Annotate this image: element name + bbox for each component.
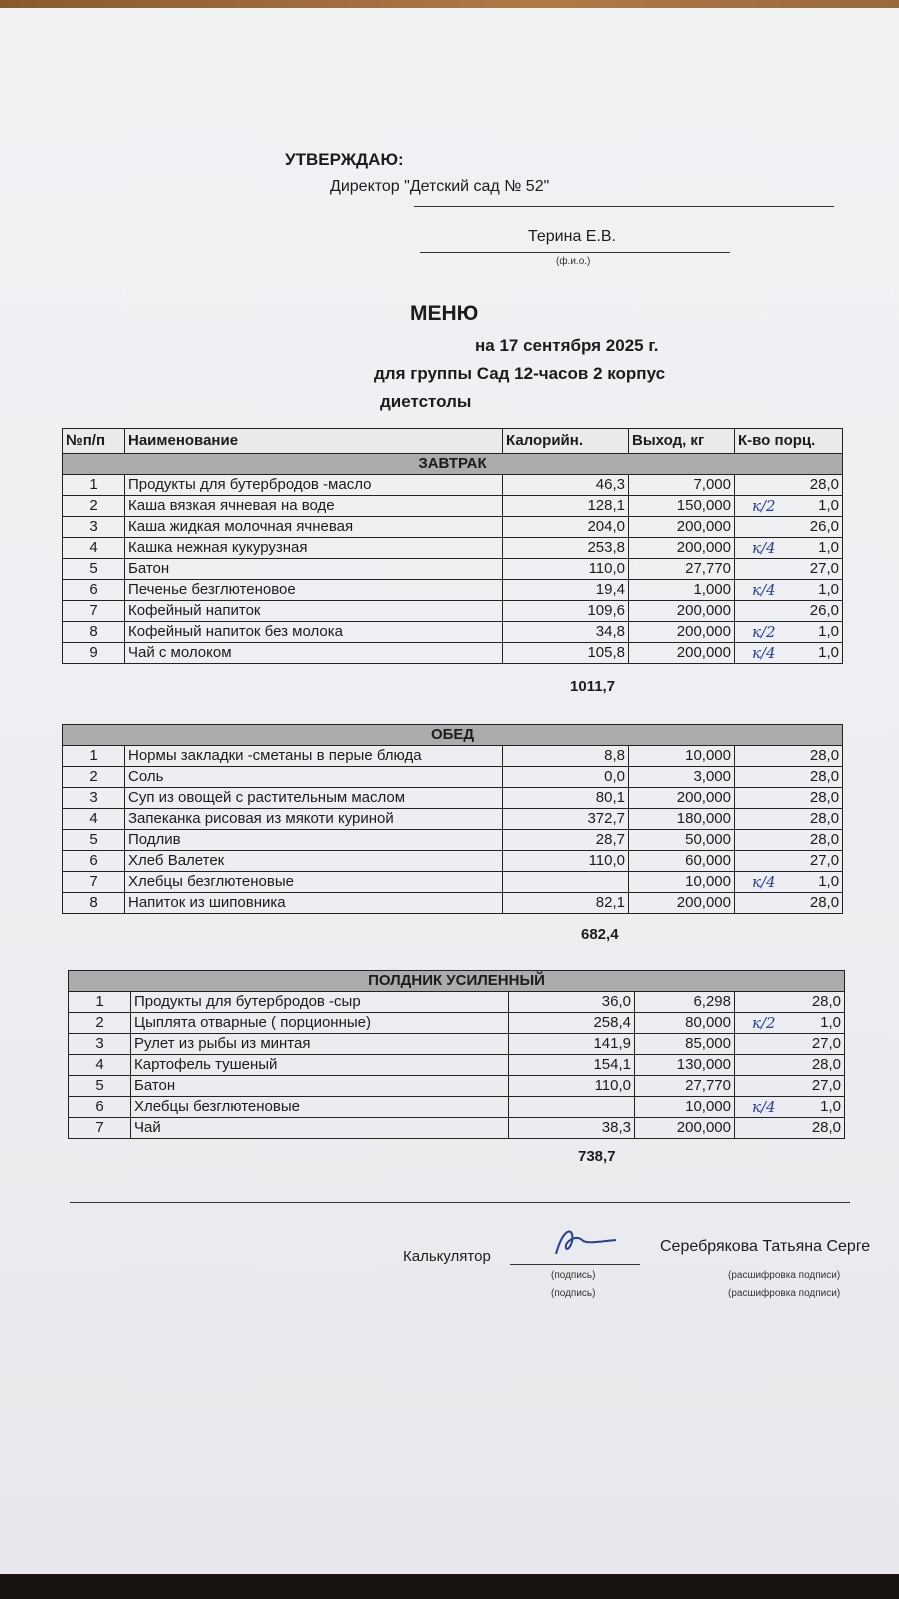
row-number: 7	[63, 872, 125, 893]
table-row	[63, 601, 843, 622]
portions: 1,0	[818, 539, 839, 556]
portions: 28,0	[809, 810, 840, 827]
yield: 27,770	[635, 1076, 735, 1097]
handwritten-mark: к/2	[752, 497, 776, 515]
table-row	[63, 580, 843, 601]
row-number: 2	[63, 496, 125, 517]
row-number: 5	[63, 559, 125, 580]
breakfast-body	[63, 454, 843, 664]
portions: 28,0	[809, 831, 840, 848]
portions-cell	[735, 851, 843, 872]
portions: 28,0	[811, 993, 842, 1010]
institution-name: "Детский сад № 52"	[404, 178, 550, 195]
col-header-portions: К-во порц.	[735, 429, 843, 454]
menu-diet: диетстолы	[380, 392, 472, 411]
calories: 8,8	[503, 746, 629, 767]
director-label: Директор	[330, 178, 400, 195]
dish-name: Хлебцы безглютеновые	[131, 1097, 509, 1118]
yield: 60,000	[629, 851, 735, 872]
portions-cell	[735, 601, 843, 622]
calories: 204,0	[503, 517, 629, 538]
table-row	[69, 992, 845, 1013]
section-title: ЗАВТРАК	[63, 454, 843, 475]
calories: 46,3	[503, 475, 629, 496]
portions-cell	[735, 1034, 845, 1055]
table-row	[69, 1076, 845, 1097]
table-row	[63, 851, 843, 872]
handwritten-mark: к/4	[752, 873, 776, 891]
portions: 1,0	[818, 644, 839, 661]
portions: 28,0	[809, 894, 840, 911]
table-row	[63, 559, 843, 580]
row-number: 6	[69, 1097, 131, 1118]
row-number: 4	[63, 809, 125, 830]
lunch-table	[62, 724, 843, 914]
table-row	[69, 1055, 845, 1076]
row-number: 3	[69, 1034, 131, 1055]
calories: 109,6	[503, 601, 629, 622]
col-header-calories: Калорийн.	[503, 429, 629, 454]
col-header-num: №п/п	[63, 429, 125, 454]
portions: 28,0	[809, 476, 839, 493]
portions: 28,0	[809, 768, 840, 785]
portions: 27,0	[811, 1035, 842, 1052]
yield: 200,000	[629, 601, 735, 622]
portions-cell	[735, 992, 845, 1013]
col-header-name: Наименование	[125, 429, 503, 454]
table-row	[63, 830, 843, 851]
dish-name: Хлебцы безглютеновые	[125, 872, 503, 893]
handwritten-signature	[552, 1224, 622, 1267]
dish-name: Нормы закладки -сметаны в перые блюда	[125, 746, 503, 767]
calories: 80,1	[503, 788, 629, 809]
portions: 28,0	[811, 1056, 842, 1073]
dish-name: Печенье безглютеновое	[125, 580, 503, 601]
portions-cell	[735, 538, 843, 559]
dish-name: Чай с молоком	[125, 643, 503, 664]
signature-caption-2: (подпись)	[551, 1288, 596, 1299]
portions-cell	[735, 767, 843, 788]
row-number: 4	[69, 1055, 131, 1076]
calories: 105,8	[503, 643, 629, 664]
calculator-label: Калькулятор	[403, 1248, 491, 1265]
yield: 80,000	[635, 1013, 735, 1034]
fio-caption: (ф.и.о.)	[556, 256, 591, 267]
portions: 1,0	[820, 1014, 842, 1031]
calories	[509, 1097, 635, 1118]
calories: 253,8	[503, 538, 629, 559]
calories: 110,0	[509, 1076, 635, 1097]
calories: 19,4	[503, 580, 629, 601]
yield: 150,000	[629, 496, 735, 517]
section-title: ПОЛДНИК УСИЛЕННЫЙ	[69, 971, 845, 992]
row-number: 6	[63, 580, 125, 601]
yield: 85,000	[635, 1034, 735, 1055]
section-header-row	[63, 454, 843, 475]
calories	[503, 872, 629, 893]
table-row	[63, 809, 843, 830]
snack-table	[68, 970, 845, 1139]
table-row	[63, 767, 843, 788]
portions: 26,0	[809, 602, 839, 619]
portions-cell	[735, 496, 843, 517]
yield: 200,000	[629, 622, 735, 643]
portions: 28,0	[811, 1119, 842, 1136]
yield: 3,000	[629, 767, 735, 788]
yield: 200,000	[629, 788, 735, 809]
table-row	[69, 1118, 845, 1139]
yield: 180,000	[629, 809, 735, 830]
dish-name: Картофель тушеный	[131, 1055, 509, 1076]
breakfast-table	[62, 428, 843, 664]
calories: 34,8	[503, 622, 629, 643]
row-number: 1	[63, 475, 125, 496]
portions-cell	[735, 809, 843, 830]
snack-body	[69, 971, 845, 1139]
yield: 1,000	[629, 580, 735, 601]
row-number: 1	[69, 992, 131, 1013]
table-row	[63, 788, 843, 809]
table-row	[69, 1034, 845, 1055]
row-number: 1	[63, 746, 125, 767]
menu-group: для группы Сад 12-часов 2 корпус	[374, 364, 666, 383]
dish-name: Каша жидкая молочная ячневая	[125, 517, 503, 538]
portions: 1,0	[820, 1098, 842, 1115]
table-row	[63, 893, 843, 914]
row-number: 8	[63, 893, 125, 914]
decoding-caption-1: (расшифровка подписи)	[728, 1270, 841, 1281]
row-number: 3	[63, 788, 125, 809]
portions-cell	[735, 1055, 845, 1076]
menu-date: на 17 сентября 2025 г.	[475, 336, 659, 355]
director-name: Терина Е.В.	[528, 228, 617, 245]
table-row	[63, 517, 843, 538]
calories: 141,9	[509, 1034, 635, 1055]
yield: 130,000	[635, 1055, 735, 1076]
handwritten-mark: к/4	[752, 581, 776, 599]
portions: 27,0	[811, 1077, 842, 1094]
yield: 10,000	[635, 1097, 735, 1118]
portions: 1,0	[818, 497, 839, 514]
calories: 0,0	[503, 767, 629, 788]
yield: 200,000	[629, 517, 735, 538]
portions-cell	[735, 1076, 845, 1097]
portions-cell	[735, 1013, 845, 1034]
portions-cell	[735, 622, 843, 643]
yield: 27,770	[629, 559, 735, 580]
calories: 36,0	[509, 992, 635, 1013]
dish-name: Рулет из рыбы из минтая	[131, 1034, 509, 1055]
yield: 200,000	[629, 893, 735, 914]
handwritten-mark: к/4	[752, 644, 776, 662]
calories: 28,7	[503, 830, 629, 851]
approve-heading: УТВЕРЖДАЮ:	[285, 150, 404, 169]
dish-name: Кофейный напиток без молока	[125, 622, 503, 643]
section-title: ОБЕД	[63, 725, 843, 746]
row-number: 7	[63, 601, 125, 622]
portions: 28,0	[809, 789, 840, 806]
dish-name: Хлеб Валетек	[125, 851, 503, 872]
name-underline	[420, 252, 730, 253]
dish-name: Суп из овощей с растительным маслом	[125, 788, 503, 809]
portions: 1,0	[818, 873, 840, 890]
yield: 7,000	[629, 475, 735, 496]
handwritten-mark: к/2	[752, 1014, 776, 1032]
dish-name: Каша вязкая ячневая на воде	[125, 496, 503, 517]
portions-cell	[735, 788, 843, 809]
dish-name: Соль	[125, 767, 503, 788]
dish-name: Напиток из шиповника	[125, 893, 503, 914]
portions-cell	[735, 559, 843, 580]
portions-cell	[735, 893, 843, 914]
table-row	[69, 1013, 845, 1034]
portions-cell	[735, 1097, 845, 1118]
dish-name: Цыплята отварные ( порционные)	[131, 1013, 509, 1034]
dish-name: Продукты для бутербродов -масло	[125, 475, 503, 496]
director-underline	[414, 206, 834, 207]
portions-cell	[735, 517, 843, 538]
decoding-caption-2: (расшифровка подписи)	[728, 1288, 841, 1299]
yield: 6,298	[635, 992, 735, 1013]
portions-cell	[735, 830, 843, 851]
section-header-row	[63, 725, 843, 746]
snack-total: 738,7	[578, 1148, 616, 1165]
row-number: 4	[63, 538, 125, 559]
table-header-row	[63, 429, 843, 454]
document-title: МЕНЮ	[410, 302, 479, 325]
calories: 258,4	[509, 1013, 635, 1034]
portions: 1,0	[818, 623, 839, 640]
calculator-name: Серебрякова Татьяна Серге	[660, 1238, 871, 1255]
portions: 27,0	[809, 560, 839, 577]
calories: 154,1	[509, 1055, 635, 1076]
handwritten-mark: к/2	[752, 623, 776, 641]
row-number: 7	[69, 1118, 131, 1139]
portions-cell	[735, 643, 843, 664]
portions-cell	[735, 746, 843, 767]
director-line	[330, 178, 549, 196]
section-header-row	[69, 971, 845, 992]
row-number: 9	[63, 643, 125, 664]
table-row	[63, 475, 843, 496]
portions: 28,0	[809, 747, 840, 764]
portions-cell	[735, 475, 843, 496]
yield: 200,000	[629, 538, 735, 559]
row-number: 2	[69, 1013, 131, 1034]
row-number: 6	[63, 851, 125, 872]
breakfast-total: 1011,7	[570, 678, 616, 695]
calories: 110,0	[503, 559, 629, 580]
handwritten-mark: к/4	[752, 1098, 776, 1116]
lunch-total: 682,4	[581, 926, 619, 943]
table-row	[69, 1097, 845, 1118]
table-row	[63, 872, 843, 893]
yield: 10,000	[629, 872, 735, 893]
yield: 50,000	[629, 830, 735, 851]
dish-name: Запеканка рисовая из мякоти куриной	[125, 809, 503, 830]
row-number: 3	[63, 517, 125, 538]
portions: 27,0	[809, 852, 840, 869]
dish-name: Чай	[131, 1118, 509, 1139]
dish-name: Продукты для бутербродов -сыр	[131, 992, 509, 1013]
col-header-yield: Выход, кг	[629, 429, 735, 454]
yield: 10,000	[629, 746, 735, 767]
table-row	[63, 538, 843, 559]
portions: 1,0	[818, 581, 839, 598]
calories: 128,1	[503, 496, 629, 517]
document-page	[0, 8, 899, 1574]
row-number: 2	[63, 767, 125, 788]
yield: 200,000	[635, 1118, 735, 1139]
portions: 26,0	[809, 518, 839, 535]
calories: 38,3	[509, 1118, 635, 1139]
table-row	[63, 496, 843, 517]
row-number: 8	[63, 622, 125, 643]
footer-divider	[70, 1202, 850, 1203]
table-row	[63, 643, 843, 664]
handwritten-mark: к/4	[752, 539, 776, 557]
signature-caption-1: (подпись)	[551, 1270, 596, 1281]
portions-cell	[735, 1118, 845, 1139]
table-row	[63, 622, 843, 643]
dish-name: Подлив	[125, 830, 503, 851]
calories: 82,1	[503, 893, 629, 914]
dish-name: Кашка нежная кукурузная	[125, 538, 503, 559]
yield: 200,000	[629, 643, 735, 664]
dish-name: Кофейный напиток	[125, 601, 503, 622]
row-number: 5	[63, 830, 125, 851]
row-number: 5	[69, 1076, 131, 1097]
dish-name: Батон	[131, 1076, 509, 1097]
calories: 110,0	[503, 851, 629, 872]
portions-cell	[735, 580, 843, 601]
portions-cell	[735, 872, 843, 893]
calories: 372,7	[503, 809, 629, 830]
lunch-body	[63, 725, 843, 914]
dish-name: Батон	[125, 559, 503, 580]
table-row	[63, 746, 843, 767]
